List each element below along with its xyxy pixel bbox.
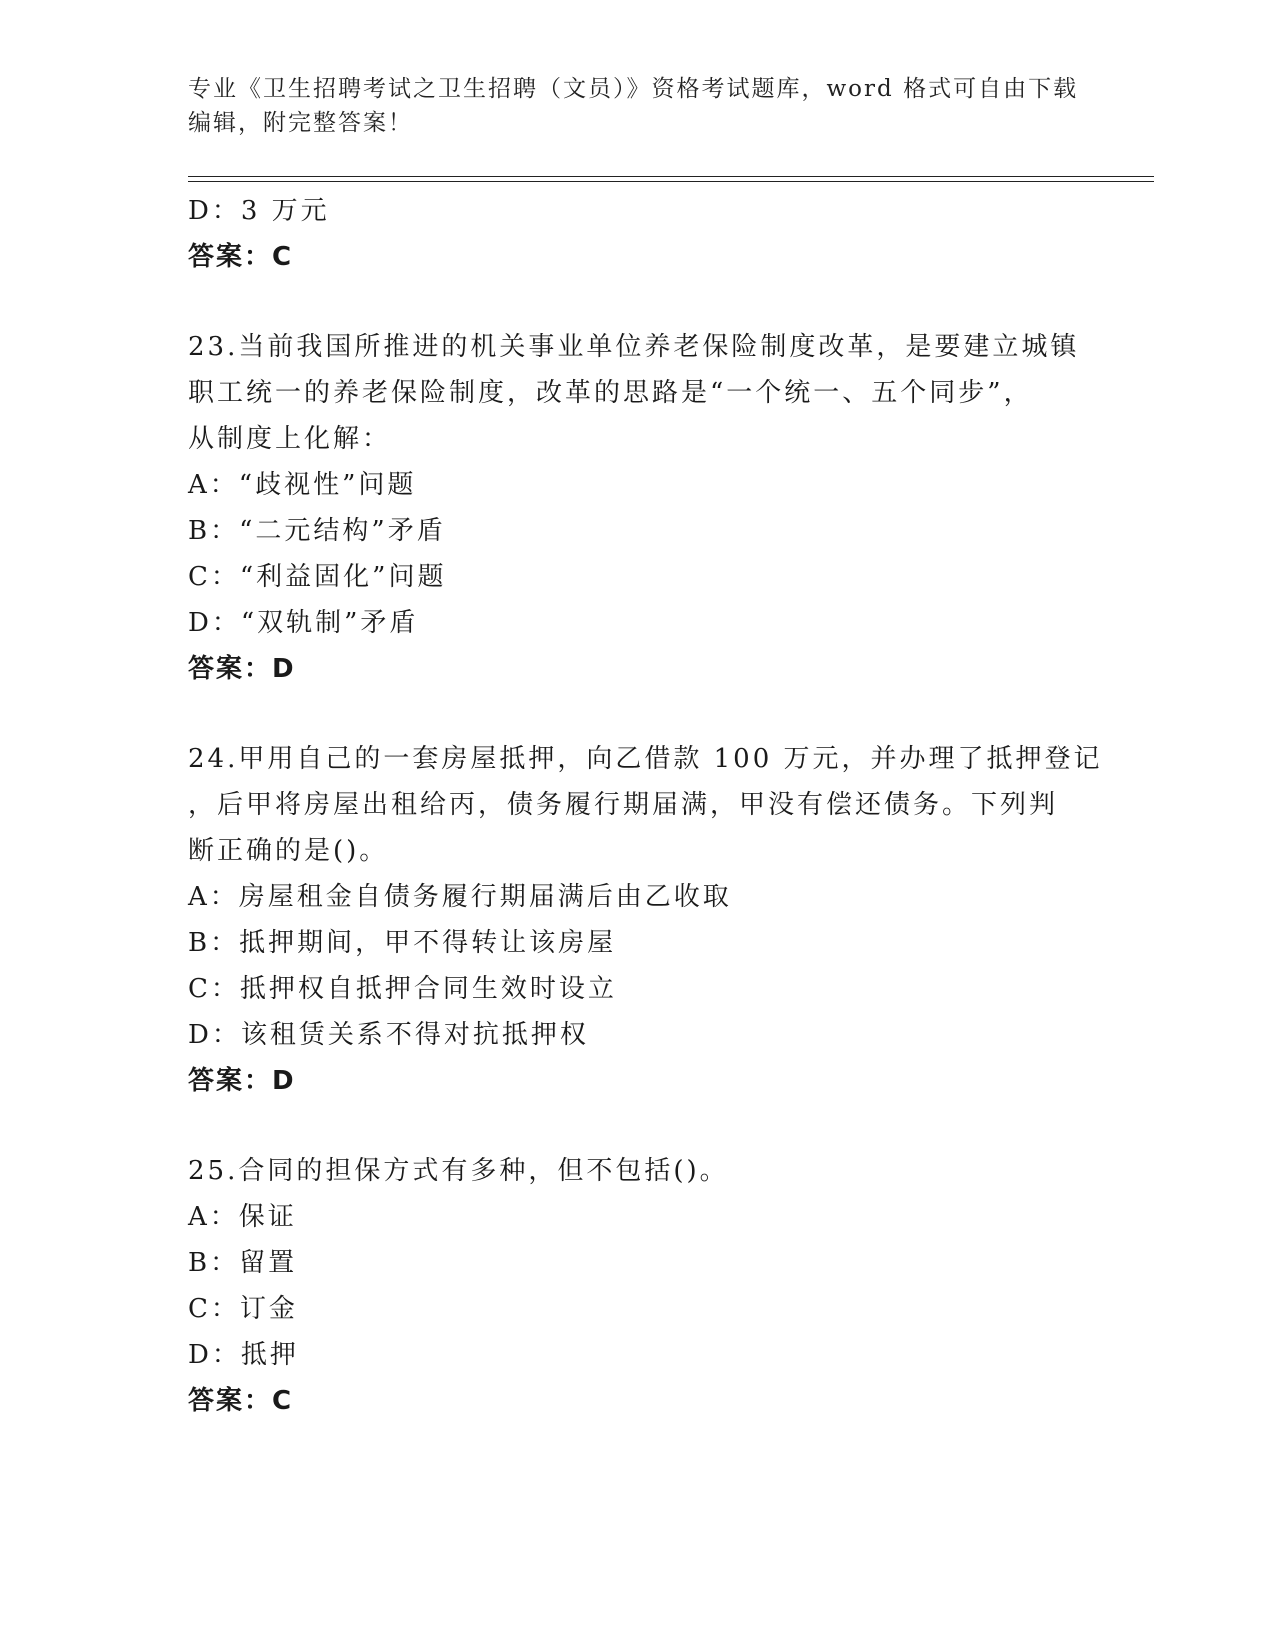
stem-line: 24.甲用自己的一套房屋抵押，向乙借款 100 万元，并办理了抵押登记 [188,744,1103,774]
document-header [188,72,1088,140]
question-stem [188,736,1103,874]
header-line-1: 专业《卫生招聘考试之卫生招聘（文员）》资格考试题库，word 格式可自由下载 [188,76,1079,102]
stem-line: 25.合同的担保方式有多种，但不包括()。 [188,1156,729,1186]
option-b: B：抵押期间，甲不得转让该房屋 [188,928,617,958]
option-a: A：房屋租金自债务履行期届满后由乙收取 [188,882,732,912]
question-23 [188,324,1088,692]
option-d: D：3 万元 [188,196,330,226]
option-d: D：“双轨制”矛盾 [188,608,419,638]
option-c: C：抵押权自抵押合同生效时设立 [188,974,617,1004]
stem-line: ，后甲将房屋出租给丙，债务履行期届满，甲没有偿还债务。下列判 [188,790,1059,820]
question-24 [188,736,1103,1104]
option-a: A：“歧视性”问题 [188,470,417,500]
previous-question-tail [188,188,1088,280]
header-line-2: 编辑，附完整答案！ [188,110,413,136]
answer-line: 答案：D [188,1066,296,1096]
stem-line: 断正确的是()。 [188,836,389,866]
stem-line: 从制度上化解： [188,424,392,454]
option-d: D：该租赁关系不得对抗抵押权 [188,1020,589,1050]
option-c: C：“利益固化”问题 [188,562,447,592]
stem-line: 职工统一的养老保险制度，改革的思路是“一个统一、五个同步”， [188,378,1033,408]
question-stem [188,324,1088,462]
option-d: D：抵押 [188,1340,299,1370]
option-c: C：订金 [188,1294,298,1324]
question-25 [188,1148,1088,1424]
option-b: B：留置 [188,1248,298,1278]
question-stem [188,1148,1088,1194]
option-b: B：“二元结构”矛盾 [188,516,446,546]
header-divider-top [188,176,1154,177]
question-content [188,188,1103,1424]
header-divider-bottom [188,181,1154,182]
answer-line: 答案：C [188,1386,294,1416]
answer-line: 答案：D [188,654,296,684]
answer-line: 答案：C [188,242,294,272]
stem-line: 23.当前我国所推进的机关事业单位养老保险制度改革，是要建立城镇 [188,332,1080,362]
option-a: A：保证 [188,1202,297,1232]
